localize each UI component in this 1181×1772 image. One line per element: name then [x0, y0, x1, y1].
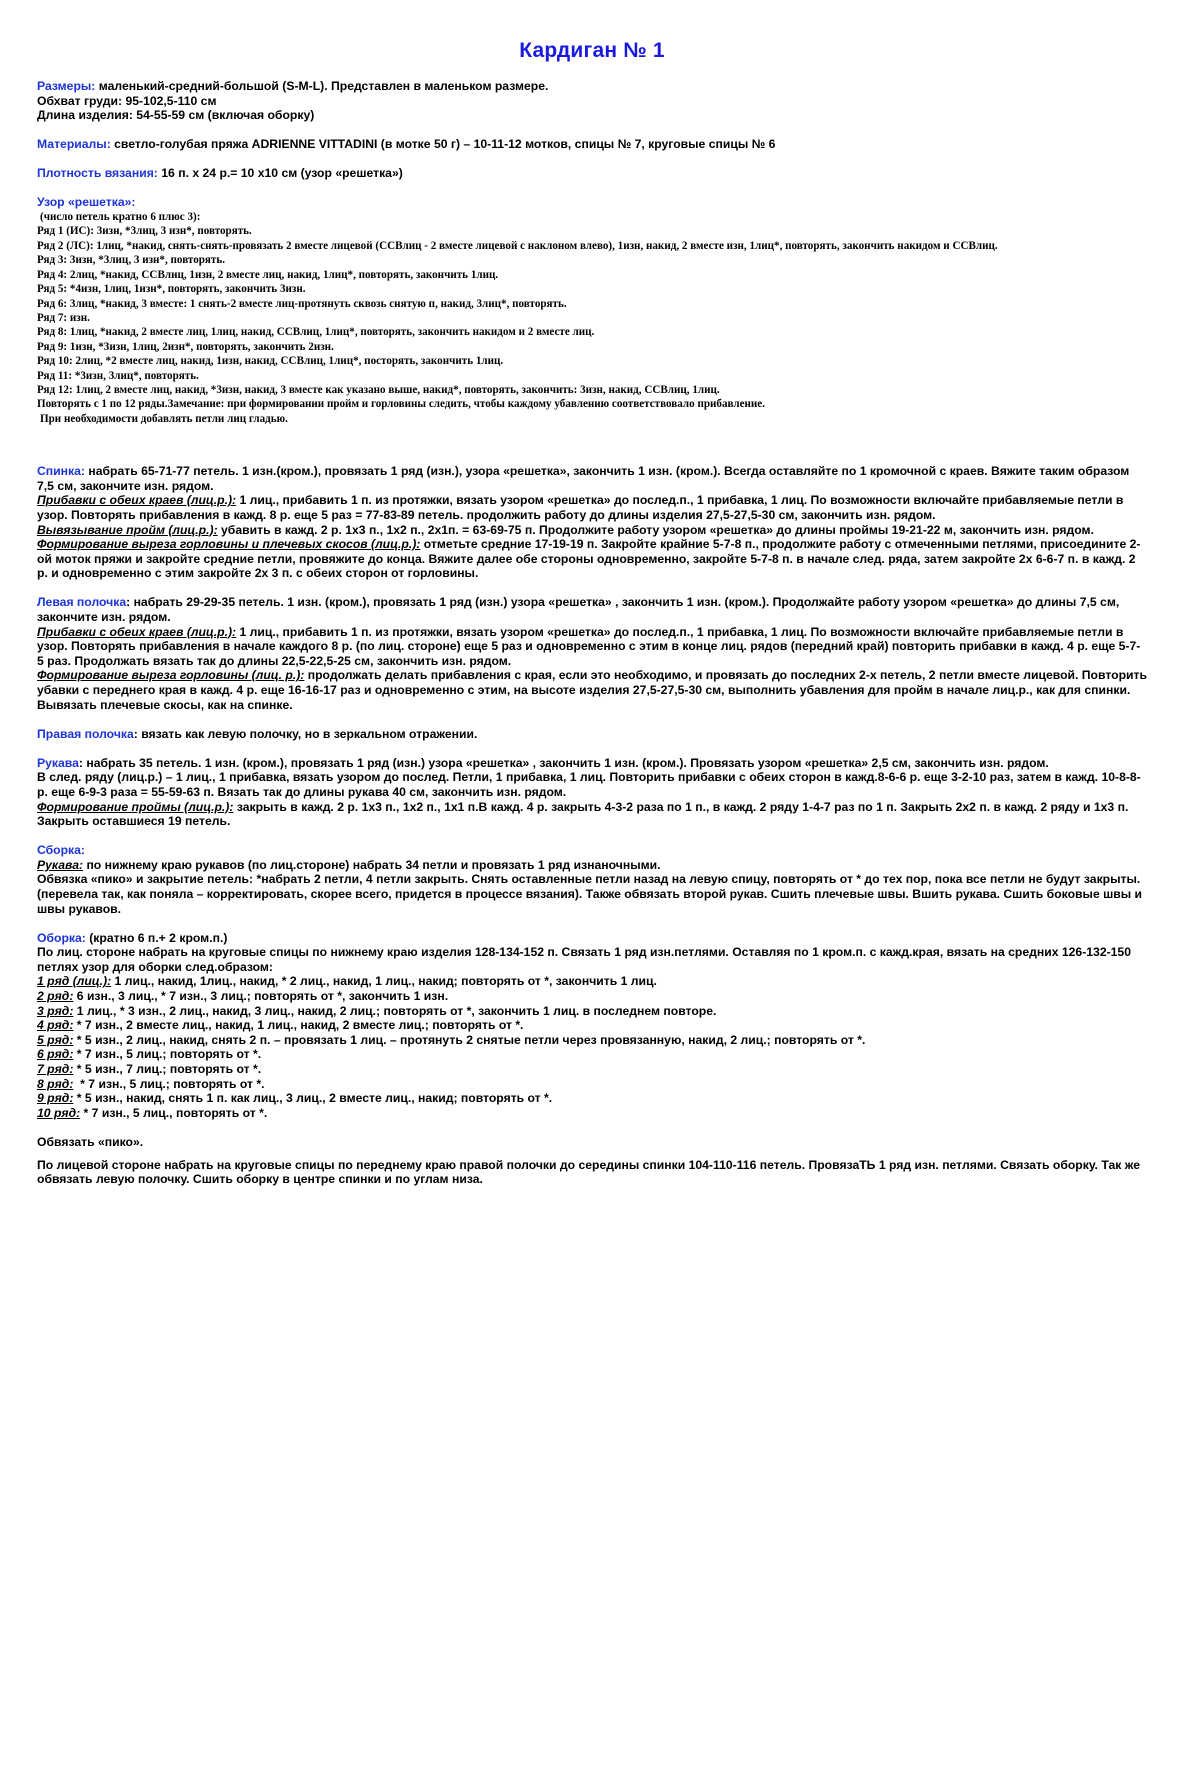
sleeves-text: : набрать 35 петель. 1 изн. (кром.), провязать 1 ряд (изн.) узора «решетка» , закончить 1 изн. (кром.). Провязать узором «решетка» 2,5 см, закончить изн. рядом. — [78, 755, 1049, 770]
gauge-section — [37, 166, 1147, 181]
ruffle-row — [37, 1062, 1147, 1077]
right-front-label: Правая полочка — [37, 726, 134, 741]
assembly-sleeves-text: по нижнему краю рукавов (по лиц.стороне) набрать 34 петли и провязать 1 ряд изнаночными. — [83, 857, 661, 872]
pattern-row: Ряд 7: изн. — [37, 311, 90, 324]
left-front-increase-text: 1 лиц., прибавить 1 п. из протяжки, вязать узором «решетка» до послед.п., 1 прибавка, 1 лиц. По возможности включайте прибавляемые петли в узор. Повторять прибавления в начале каждого 8 р. (по лиц. стороне) еще 5 раз и одновременно с этим в конце лиц. рядов (передний край) повторить прибавки в кажд. 4 р. еще 5-7-5 раз. Продолжать вязать так до длины 22,5-22,5-25 см, закончить изн. рядом. — [37, 624, 1141, 668]
pattern-row: Ряд 8: 1лиц, *накид, 2 вместе лиц, 1лиц, накид, ССВлиц, 1лиц*, повторять, закончить накидом и 2 вместе лиц. — [37, 326, 595, 339]
pattern-row: Ряд 1 (ИС): 3изн, *3лиц, 3 изн*, повторять. — [37, 225, 252, 238]
back-neck-text: отметьте средние 17-19-19 п. Закройте крайние 5-7-8 п., продолжите работу с отмеченными петлями, присоедините 2-ой моток пряжи и закройте средние петли, провяжите до конца. Вяжите далее обе стороны одновременно, закройте 5-7-8 п. в начале след. ряда, затем закройте 2х 6-6-7 п. в кажд. 2 р. и одновременно с этим закройте 2х 3 п. с обеих сторон от горловины. — [37, 537, 1141, 581]
pattern-row: Ряд 3: 3изн, *3лиц, 3 изн*, повторять. — [37, 254, 226, 267]
ruffle-row — [37, 1077, 1147, 1092]
sizes-text: маленький-средний-большой (S-M-L). Представлен в маленьком размере. — [95, 79, 549, 93]
ruffle-picot: Обвязать «пико». — [37, 1134, 144, 1149]
assembly-label: Сборка: — [37, 843, 85, 858]
left-front-increase-label: Прибавки с обеих краев (лиц.р.): — [37, 624, 237, 639]
ruffle-row-text: * 5 изн., 2 лиц., накид, снять 2 п. – провязать 1 лиц. – протянуть 2 снятые петли через провязанную, накид, 2 лиц.; повторять от *. — [73, 1032, 866, 1047]
ruffle-row — [37, 1106, 1147, 1121]
assembly-picot-text: Обвязка «пико» и закрытие петель: *набрать 2 петли, 4 петли закрыть. Снять оставленные петли назад на левую спицу, повторять от * до тех пор, пока все петли не будут закрыты. (перевела так, как поняла – корректировать, скорее всего, придется в процессе вязания). Также обвязать второй рукав. Сшить плечевые швы. Вшить рукава. Сшить боковые швы и швы рукавов. — [37, 872, 1143, 916]
assembly-section — [37, 843, 1147, 916]
ruffle-label-note: (кратно 6 п.+ 2 кром.п.) — [85, 930, 228, 945]
ruffle-row — [37, 1018, 1147, 1033]
ruffle-intro: По лиц. стороне набрать на круговые спицы по нижнему краю изделия 128-134-152 п. Связать 1 ряд изн.петлями. Оставляя по 1 кром.п. с кажд.края, вязать на средних 126-132-150 петлях узор для оборки след.образом: — [37, 945, 1131, 974]
ruffle-row — [37, 989, 1147, 1004]
pattern-section — [37, 195, 1147, 210]
ruffle-section — [37, 931, 1147, 1121]
ruffle-row-text: 1 лиц., * 3 изн., 2 лиц., накид, 3 лиц., накид, 2 лиц.; повторять от *, закончить 1 лиц. в последнем повторе. — [73, 1003, 717, 1018]
ruffle-row-label: 3 ряд: — [37, 1003, 74, 1018]
ruffle-row-label: 10 ряд: — [37, 1105, 81, 1120]
ruffle-row — [37, 1033, 1147, 1048]
ruffle-row-text: * 7 изн., 5 лиц.; повторять от *. — [73, 1047, 262, 1062]
materials-section — [37, 137, 1147, 152]
back-increase-label: Прибавки с обеих краев (лиц.р.): — [37, 493, 237, 508]
sleeves-armhole-text: закрыть в кажд. 2 р. 1х3 п., 1х2 п., 1х1 п.В кажд. 4 р. закрыть 4-3-2 раза по 1 п., в кажд. 2 ряду 1-4-7 раз по 1 п. Закрыть 2х2 п. в кажд. 2 ряду и 1х3 п. Закрыть оставшиеся 19 петель. — [37, 799, 1129, 829]
ruffle-row — [37, 1047, 1147, 1062]
pattern-note: Повторять с 1 по 12 ряды.Замечание: при формировании пройм и горловины следить, чтобы каждому убавлению соответствовало прибавление. — [37, 398, 765, 411]
back-section — [37, 464, 1147, 581]
materials-label: Материалы: — [37, 137, 111, 152]
ruffle-row-label: 7 ряд: — [37, 1062, 74, 1077]
pattern-row: Ряд 10: 2лиц, *2 вместе лиц, накид, 1изн, накид, ССВлиц, 1лиц*, посторять, закончить 1лиц. — [37, 355, 504, 368]
assembly-sleeves-label: Рукава: — [37, 857, 84, 872]
sleeves-section — [37, 756, 1147, 829]
left-front-section — [37, 595, 1147, 712]
ruffle-row-label: 9 ряд: — [37, 1091, 74, 1106]
pattern-row: Ряд 5: *4изн, 1лиц, 1изн*, повторять, закончить 3изн. — [37, 283, 306, 296]
sleeves-armhole-label: Формирование проймы (лиц.р.): — [37, 799, 234, 814]
pattern-row: (число петель кратно 6 плюс 3): — [40, 211, 201, 224]
ruffle-row-text: * 5 изн., накид, снять 1 п. как лиц., 3 лиц., 2 вместе лиц., накид; повторять от *. — [73, 1091, 553, 1106]
ruffle-row-text: 6 изн., 3 лиц., * 7 изн., 3 лиц.; повторять от *, закончить 1 изн. — [73, 989, 449, 1004]
back-text: набрать 65-71-77 петель. 1 изн.(кром.), провязать 1 ряд (изн.), узора «решетка», закончить 1 изн. (кром.). Всегда оставляйте по 1 кромочной с краев. Вяжите таким образом 7,5 см, закончите изн. рядом. — [37, 464, 1130, 493]
pattern-row: Ряд 9: 1изн, *3изн, 1лиц, 2изн*, повторять, закончить 2изн. — [37, 340, 334, 353]
bust-text: Обхват груди: 95-102,5-110 см — [37, 93, 217, 108]
materials-text: светло-голубая пряжа ADRIENNE VITTADINI (в мотке 50 г) – 10-11-12 мотков, спицы № 7, круговые спицы № 6 — [110, 137, 776, 152]
right-front-text: : вязать как левую полочку, но в зеркальном отражении. — [133, 726, 478, 741]
ruffle-row-label: 2 ряд: — [37, 989, 74, 1004]
left-front-neck-text: продолжать делать прибавления с края, если это необходимо, и провязать до последних 2-х петель, 2 петли вместе лицевой. Повторить убавки с переднего края в кажд. 4 р. еще 16-16-17 раз и одновременно с этим, на высоте изделия 27,5-27,5-30 см, выполнить убавления для пройм в начале лиц.р., как для спинки. Вывязать плечевые скосы, как на спинке. — [37, 668, 1147, 712]
pattern-label: Узор «решетка»: — [37, 195, 136, 210]
left-front-label: Левая полочка — [37, 595, 127, 610]
gauge-label: Плотность вязания: — [37, 166, 158, 181]
right-front-section — [37, 727, 1147, 742]
gauge-text: 16 п. х 24 р.= 10 х10 см (узор «решетка») — [157, 166, 403, 181]
back-armhole-text: убавить в кажд. 2 р. 1х3 п., 1х2 п., 2х1п. = 63-69-75 п. Продолжите работу узором «решетка» до длины проймы 19-21-22 м, закончить изн. рядом. — [217, 522, 1094, 537]
ruffle-row-text: * 7 изн., 5 лиц., повторять от *. — [80, 1105, 268, 1120]
pattern-row: Ряд 4: 2лиц, *накид, ССВлиц, 1изн, 2 вместе лиц, накид, 1лиц*, повторять, закончить 1лиц. — [37, 268, 499, 281]
pattern-rows — [37, 210, 1147, 426]
pattern-note: При необходимости добавлять петли лиц гладью. — [40, 412, 288, 425]
back-neck-label: Формирование выреза горловины и плечевых скосов (лиц.р.): — [37, 537, 421, 552]
ruffle-final: По лицевой стороне набрать на круговые спицы по переднему краю правой полочки до середины спинки 104-110-116 петель. ПровязаТЬ 1 ряд изн. петлями. Связать оборку. Так же обвязать левую полочку. Сшить оборку в центре спинки и по углам низа. — [37, 1157, 1140, 1187]
left-front-text: : набрать 29-29-35 петель. 1 изн. (кром.), провязать 1 ряд (изн.) узора «решетка» , закончить 1 изн. (кром.). Продолжайте работу узором «решетка» до длины 7,5 см, закончите изн. рядом. — [37, 595, 1120, 624]
ruffle-row — [37, 974, 1147, 989]
page-title: Кардиган № 1 — [519, 39, 665, 62]
sleeves-text-2: В след. ряду (лиц.р.) – 1 лиц., 1 прибавка, вязать узором до послед. Петли, 1 прибавка, 1 лиц. Повторить прибавки с обеих сторон в кажд.8-6-6 р. еще 3-2-10 раз, затем в кажд. 10-8-8- р. еще 6-9-3 раза = 55-59-63 п. Вязать так до длины рукава 40 см, закончить изн. рядом. — [37, 770, 1141, 799]
ruffle-row — [37, 1091, 1147, 1106]
ruffle-row-text: * 7 изн., 2 вместе лиц., накид, 1 лиц., накид, 2 вместе лиц.; повторять от *. — [73, 1018, 524, 1033]
length-text: Длина изделия: 54-55-59 см (включая оборку) — [37, 108, 315, 123]
ruffle-row — [37, 1004, 1147, 1019]
pattern-row: Ряд 2 (ЛС): 1лиц, *накид, снять-снять-провязать 2 вместе лицевой (ССВлиц - 2 вместе лицевой с наклоном влево), 1изн, накид, 2 вместе изн, 1лиц*, повторять, закончить накидом и ССВлиц. — [37, 239, 998, 252]
ruffle-row-label: 6 ряд: — [37, 1047, 74, 1062]
back-label: Спинка: — [37, 464, 85, 479]
ruffle-row-label: 8 ряд: — [37, 1076, 74, 1091]
left-front-neck-label: Формирование выреза горловины (лиц. р.): — [37, 668, 305, 683]
sleeves-label: Рукава — [37, 755, 79, 770]
pattern-row: Ряд 11: *3изн, 3лиц*, повторять. — [37, 369, 199, 382]
ruffle-row-text: * 5 изн., 7 лиц.; повторять от *. — [73, 1062, 262, 1077]
sizes-section — [37, 79, 1147, 123]
ruffle-row-label: 4 ряд: — [37, 1018, 74, 1033]
pattern-row: Ряд 6: 3лиц, *накид, 3 вместе: 1 снять-2 вместе лиц-протянуть сквозь снятую п, накид, 3лиц*, повторять. — [37, 297, 567, 310]
ruffle-row-text: * 7 изн., 5 лиц.; повторять от *. — [73, 1076, 265, 1091]
pattern-row: Ряд 12: 1лиц, 2 вместе лиц, накид, *3изн, накид, 3 вместе как указано выше, накид*, повторять, закончить: 3изн, накид, ССВлиц, 1лиц. — [37, 383, 720, 396]
ruffle-row-text: 1 лиц., накид, 1лиц., накид, * 2 лиц., накид, 1 лиц., накид; повторять от *, закончить 1 лиц. — [111, 974, 657, 989]
ruffle-row-label: 1 ряд (лиц.): — [37, 974, 112, 989]
back-increase-text: 1 лиц., прибавить 1 п. из протяжки, вязать узором «решетка» до послед.п., 1 прибавка, 1 лиц. По возможности включайте прибавляемые петли в узор. Повторять прибавления в кажд. 8 р. еще 5 раз = 77-83-89 петель. продолжить работу до длины изделия 27,5-27,5-30 см, закончить изн. рядом. — [37, 493, 1124, 522]
ruffle-row-label: 5 ряд: — [37, 1032, 74, 1047]
sizes-label: Размеры: — [37, 79, 96, 93]
ruffle-label: Оборка: — [37, 930, 86, 945]
back-armhole-label: Вывязывание пройм (лиц.р.): — [37, 522, 218, 537]
